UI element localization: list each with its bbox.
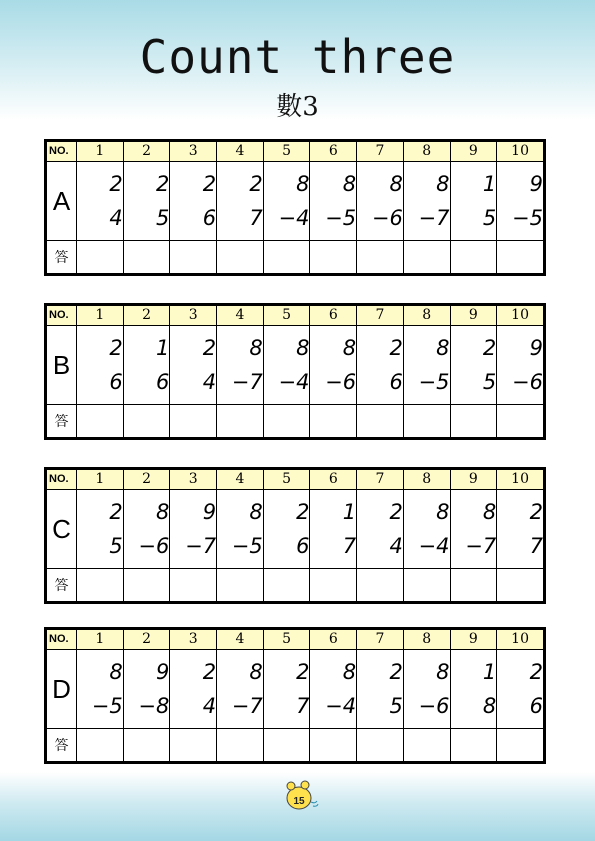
problem-bottom-number: 8 — [482, 694, 497, 718]
problem-top-number: 8 — [156, 500, 170, 524]
answer-box[interactable] — [357, 241, 404, 274]
answer-row — [47, 729, 544, 762]
problem-cell — [310, 490, 357, 569]
problem-bottom-number: −6 — [138, 534, 170, 558]
answer-box[interactable] — [217, 569, 264, 602]
problem-top-number: 2 — [202, 336, 217, 360]
answer-box[interactable] — [123, 729, 170, 762]
problem-top-number: 8 — [436, 500, 450, 524]
column-number: 8 — [403, 306, 450, 326]
problem-cell — [217, 162, 264, 241]
problem-cell — [77, 326, 124, 405]
column-number: 4 — [217, 470, 264, 490]
column-number: 7 — [357, 630, 404, 650]
problem-cell — [170, 650, 217, 729]
answer-box[interactable] — [263, 241, 310, 274]
problem-cell — [170, 162, 217, 241]
problem-bottom-number: 6 — [202, 206, 217, 230]
column-number: 1 — [77, 630, 124, 650]
column-number: 10 — [497, 142, 544, 162]
column-number: 5 — [263, 630, 310, 650]
answer-box[interactable] — [450, 405, 497, 438]
section-d — [44, 627, 546, 764]
problem-bottom-number: 5 — [389, 694, 403, 718]
problem-top-number: 2 — [156, 172, 170, 196]
answer-box[interactable] — [497, 729, 544, 762]
header-row — [47, 306, 544, 326]
column-number: 6 — [310, 142, 357, 162]
problem-cell — [450, 326, 497, 405]
answer-label: 答 — [47, 729, 77, 762]
column-number: 10 — [497, 630, 544, 650]
answer-box[interactable] — [77, 405, 124, 438]
column-number: 3 — [170, 470, 217, 490]
answer-box[interactable] — [310, 405, 357, 438]
problem-cell — [123, 162, 170, 241]
column-number: 9 — [450, 306, 497, 326]
problem-top-number: 2 — [529, 500, 543, 524]
problem-top-number: 8 — [109, 660, 123, 684]
problem-bottom-number: −7 — [185, 534, 217, 558]
problem-cell — [497, 162, 544, 241]
problem-bottom-number: 6 — [109, 370, 123, 394]
problem-cell — [263, 162, 310, 241]
column-number: 2 — [123, 142, 170, 162]
answer-box[interactable] — [310, 569, 357, 602]
problem-top-number: 8 — [389, 172, 403, 196]
problem-top-number: 2 — [529, 660, 543, 684]
problem-cell — [123, 326, 170, 405]
answer-box[interactable] — [77, 729, 124, 762]
column-number: 9 — [450, 470, 497, 490]
problem-bottom-number: 6 — [389, 370, 403, 394]
problem-top-number: 9 — [529, 172, 543, 196]
problem-bottom-number: −5 — [512, 206, 543, 230]
problem-cell — [450, 162, 497, 241]
section-label: D — [47, 650, 77, 729]
problem-bottom-number: −6 — [418, 694, 450, 718]
problem-row — [47, 162, 544, 241]
column-number: 10 — [497, 306, 544, 326]
section-label: A — [47, 162, 77, 241]
column-number: 1 — [77, 470, 124, 490]
answer-box[interactable] — [123, 569, 170, 602]
column-number: 8 — [403, 470, 450, 490]
column-number: 6 — [310, 470, 357, 490]
problem-bottom-number: 5 — [156, 206, 170, 230]
problem-cell — [497, 326, 544, 405]
problem-top-number: 2 — [296, 660, 310, 684]
problem-bottom-number: −4 — [418, 534, 450, 558]
problem-bottom-number: −4 — [325, 694, 357, 718]
problem-top-number: 1 — [342, 500, 357, 524]
no-label: NO. — [47, 630, 77, 650]
problem-top-number: 2 — [109, 336, 123, 360]
answer-box[interactable] — [357, 405, 404, 438]
problem-cell — [217, 490, 264, 569]
problem-bottom-number: −5 — [418, 370, 450, 394]
column-number: 5 — [263, 470, 310, 490]
answer-row — [47, 241, 544, 274]
answer-box[interactable] — [170, 729, 217, 762]
problem-top-number: 2 — [109, 172, 123, 196]
column-number: 3 — [170, 306, 217, 326]
answer-box[interactable] — [217, 405, 264, 438]
answer-box[interactable] — [263, 405, 310, 438]
problem-top-number: 8 — [436, 172, 450, 196]
answer-box[interactable] — [357, 569, 404, 602]
problem-top-number: 9 — [156, 660, 170, 684]
problem-cell — [357, 326, 404, 405]
header-row — [47, 630, 544, 650]
column-number: 8 — [403, 142, 450, 162]
column-number: 7 — [357, 470, 404, 490]
problem-top-number: 8 — [436, 660, 450, 684]
problem-cell — [403, 650, 450, 729]
page-number: 15 — [293, 796, 305, 807]
problem-top-number: 2 — [389, 336, 403, 360]
problem-table — [46, 469, 544, 602]
problem-top-number: 8 — [436, 336, 450, 360]
answer-label: 答 — [47, 405, 77, 438]
column-number: 6 — [310, 306, 357, 326]
problem-table — [46, 305, 544, 438]
problem-bottom-number: −4 — [278, 370, 310, 394]
column-number: 7 — [357, 306, 404, 326]
problem-top-number: 2 — [389, 660, 403, 684]
problem-cell — [357, 490, 404, 569]
problem-cell — [357, 162, 404, 241]
section-a — [44, 139, 546, 276]
problem-top-number: 2 — [202, 172, 217, 196]
column-number: 9 — [450, 142, 497, 162]
problem-cell — [310, 162, 357, 241]
answer-box[interactable] — [403, 569, 450, 602]
section-c — [44, 467, 546, 604]
problem-row — [47, 650, 544, 729]
answer-box[interactable] — [310, 729, 357, 762]
problem-top-number: 8 — [296, 172, 310, 196]
problem-top-number: 1 — [482, 172, 497, 196]
problem-top-number: 1 — [156, 336, 170, 360]
problem-bottom-number: 4 — [109, 206, 123, 230]
answer-box[interactable] — [357, 729, 404, 762]
answer-box[interactable] — [217, 729, 264, 762]
problem-top-number: 9 — [202, 500, 217, 524]
problem-cell — [263, 650, 310, 729]
section-b — [44, 303, 546, 440]
answer-row — [47, 569, 544, 602]
column-number: 5 — [263, 306, 310, 326]
problem-cell — [497, 490, 544, 569]
answer-box[interactable] — [450, 241, 497, 274]
problem-cell — [263, 326, 310, 405]
problem-top-number: 8 — [249, 660, 263, 684]
answer-box[interactable] — [403, 729, 450, 762]
problem-top-number: 2 — [202, 660, 217, 684]
answer-box[interactable] — [123, 241, 170, 274]
column-number: 2 — [123, 630, 170, 650]
problem-bottom-number: −7 — [231, 370, 263, 394]
answer-box[interactable] — [170, 405, 217, 438]
column-number: 4 — [217, 306, 264, 326]
problem-bottom-number: −5 — [231, 534, 263, 558]
answer-box[interactable] — [450, 569, 497, 602]
column-number: 10 — [497, 470, 544, 490]
column-number: 6 — [310, 630, 357, 650]
problem-bottom-number: 5 — [482, 206, 497, 230]
problem-top-number: 2 — [296, 500, 310, 524]
column-number: 4 — [217, 630, 264, 650]
problem-cell — [310, 326, 357, 405]
page-title: Count three — [139, 30, 456, 84]
problem-bottom-number: 6 — [296, 534, 310, 558]
problem-top-number: 8 — [342, 336, 357, 360]
problem-top-number: 9 — [529, 336, 543, 360]
no-label: NO. — [47, 306, 77, 326]
problem-bottom-number: 7 — [529, 534, 543, 558]
no-label: NO. — [47, 470, 77, 490]
problem-cell — [450, 650, 497, 729]
problem-bottom-number: −5 — [325, 206, 357, 230]
problem-cell — [217, 650, 264, 729]
problem-cell — [357, 650, 404, 729]
column-number: 2 — [123, 306, 170, 326]
problem-bottom-number: −5 — [91, 694, 123, 718]
problem-bottom-number: 4 — [202, 370, 217, 394]
problem-bottom-number: 7 — [296, 694, 310, 718]
problem-bottom-number: −6 — [325, 370, 357, 394]
problem-bottom-number: −7 — [465, 534, 497, 558]
problem-bottom-number: 5 — [482, 370, 497, 394]
header-row — [47, 142, 544, 162]
problem-cell — [310, 650, 357, 729]
answer-box[interactable] — [170, 569, 217, 602]
problem-row — [47, 326, 544, 405]
problem-top-number: 8 — [342, 172, 357, 196]
column-number: 2 — [123, 470, 170, 490]
column-number: 3 — [170, 630, 217, 650]
problem-bottom-number: 4 — [202, 694, 217, 718]
answer-box[interactable] — [310, 241, 357, 274]
problem-top-number: 8 — [296, 336, 310, 360]
problem-bottom-number: −7 — [231, 694, 263, 718]
column-number: 8 — [403, 630, 450, 650]
problem-cell — [170, 326, 217, 405]
problem-cell — [77, 490, 124, 569]
problem-top-number: 8 — [482, 500, 497, 524]
problem-cell — [77, 650, 124, 729]
problem-cell — [77, 162, 124, 241]
problem-bottom-number: 7 — [342, 534, 357, 558]
answer-box[interactable] — [77, 241, 124, 274]
problem-bottom-number: 5 — [109, 534, 123, 558]
answer-box[interactable] — [403, 241, 450, 274]
problem-top-number: 8 — [249, 500, 263, 524]
no-label: NO. — [47, 142, 77, 162]
answer-box[interactable] — [497, 405, 544, 438]
problem-cell — [123, 490, 170, 569]
problem-table — [46, 629, 544, 762]
problem-bottom-number: −7 — [418, 206, 450, 230]
answer-box[interactable] — [77, 569, 124, 602]
answer-box[interactable] — [497, 241, 544, 274]
problem-top-number: 2 — [389, 500, 403, 524]
answer-row — [47, 405, 544, 438]
column-number: 1 — [77, 142, 124, 162]
problem-row — [47, 490, 544, 569]
answer-box[interactable] — [497, 569, 544, 602]
problem-cell — [450, 490, 497, 569]
problem-bottom-number: −6 — [512, 370, 543, 394]
problem-top-number: 8 — [249, 336, 263, 360]
column-number: 7 — [357, 142, 404, 162]
answer-box[interactable] — [403, 405, 450, 438]
problem-top-number: 8 — [342, 660, 357, 684]
problem-top-number: 2 — [482, 336, 497, 360]
answer-box[interactable] — [123, 405, 170, 438]
problem-top-number: 1 — [482, 660, 497, 684]
problem-cell — [217, 326, 264, 405]
problem-cell — [263, 490, 310, 569]
column-number: 5 — [263, 142, 310, 162]
problem-cell — [123, 650, 170, 729]
problem-top-number: 2 — [249, 172, 263, 196]
problem-bottom-number: 4 — [389, 534, 403, 558]
problem-cell — [403, 326, 450, 405]
problem-bottom-number: 6 — [156, 370, 170, 394]
problem-bottom-number: −8 — [138, 694, 170, 718]
problem-bottom-number: −4 — [278, 206, 310, 230]
problem-bottom-number: 7 — [249, 206, 263, 230]
answer-box[interactable] — [217, 241, 264, 274]
section-label: B — [47, 326, 77, 405]
answer-box[interactable] — [170, 241, 217, 274]
page-subtitle: 數3 — [276, 92, 319, 122]
column-number: 4 — [217, 142, 264, 162]
column-number: 9 — [450, 630, 497, 650]
section-label: C — [47, 490, 77, 569]
answer-label: 答 — [47, 241, 77, 274]
problem-cell — [497, 650, 544, 729]
page-number-mascot-icon — [283, 778, 323, 812]
problem-bottom-number: 6 — [529, 694, 543, 718]
problem-cell — [403, 490, 450, 569]
answer-box[interactable] — [450, 729, 497, 762]
problem-table — [46, 141, 544, 274]
answer-box[interactable] — [263, 729, 310, 762]
problem-cell — [403, 162, 450, 241]
header-row — [47, 470, 544, 490]
answer-box[interactable] — [263, 569, 310, 602]
column-number: 1 — [77, 306, 124, 326]
column-number: 3 — [170, 142, 217, 162]
problem-top-number: 2 — [109, 500, 123, 524]
problem-bottom-number: −6 — [371, 206, 403, 230]
problem-cell — [170, 490, 217, 569]
answer-label: 答 — [47, 569, 77, 602]
